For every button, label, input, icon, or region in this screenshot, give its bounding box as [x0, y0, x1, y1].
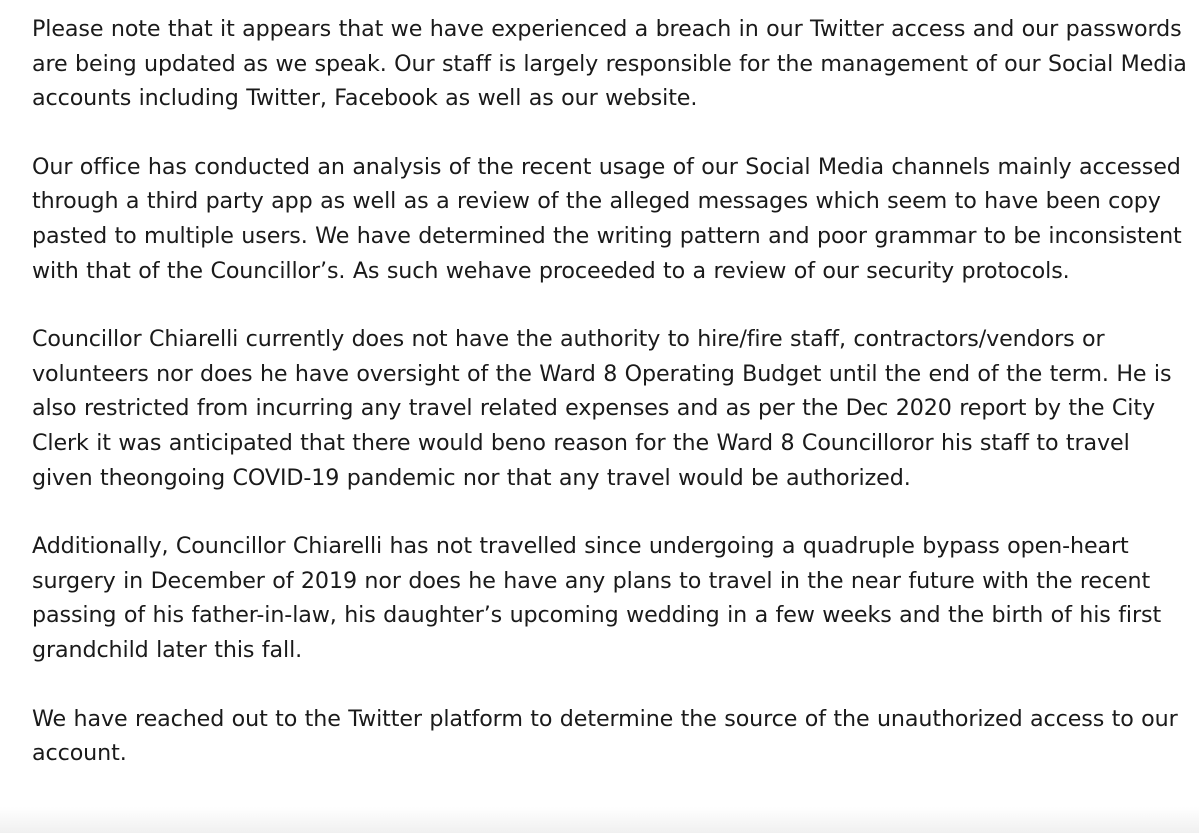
paragraph-travel: Additionally, Councillor Chiarelli has not travelled since undergoing a quadruple bypass open-heart surgery in December of 2019 nor does he have any plans to travel in the near future with the recent passing of his father-in-law, his daughter’s upcoming wedding in a few weeks and the birth of his first grandchild later this fall.: [32, 533, 1162, 663]
paragraph-authority: Councillor Chiarelli currently does not have the authority to hire/fire staff, contractors/vendors or volunteers nor does he have oversight of the Ward 8 Operating Budget until the end of the term. He is also restricted from incurring any travel related expenses and as per the Dec 2020 report by the City Clerk it was anticipated that there would beno reason for the Ward 8 Councilloror his staff to travel given theongoing COVID-19 pandemic nor that any travel would be authorized.: [32, 326, 1172, 491]
statement-document: [32, 12, 1192, 771]
paragraph-breach-notice: Please note that it appears that we have experienced a breach in our Twitter access and our passwords are being updated as we speak. Our staff is largely responsible for the management of our Social Media accounts including Twitter, Facebook as well as our website.: [32, 16, 1187, 112]
bottom-shadow: [0, 807, 1199, 833]
paragraph-outreach: We have reached out to the Twitter platform to determine the source of the unauthorized access to our account.: [32, 705, 1178, 767]
paragraph-analysis: Our office has conducted an analysis of the recent usage of our Social Media channels mainly accessed through a third party app as well as a review of the alleged messages which seem to have been copy pasted to multiple users. We have determined the writing pattern and poor grammar to be inconsistent with that of the Councillor’s. As such wehave proceeded to a review of our security protocols.: [32, 153, 1182, 284]
